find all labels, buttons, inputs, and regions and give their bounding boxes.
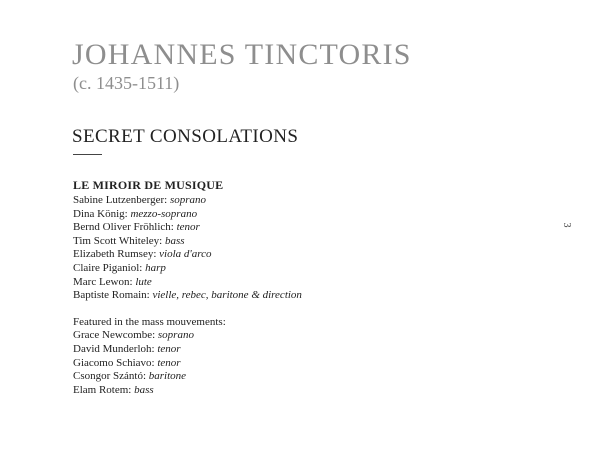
performer-role: mezzo-soprano [130,207,198,220]
performer-name: Tim Scott Whiteley: [73,234,165,247]
performer-line [73,276,543,290]
performer-role: vielle, rebec, baritone & direction [152,289,302,302]
performer-role: lute [135,275,152,288]
credits-block [73,178,543,397]
performer-name: Bernd Oliver Fröhlich: [73,221,177,234]
featured-role: soprano [157,329,194,342]
album-title: SECRET CONSOLATIONS [72,126,299,147]
featured-role: baritone [148,370,187,383]
featured-line [73,357,543,371]
performer-name: Elizabeth Rumsey: [73,248,160,261]
title-divider [73,154,102,155]
performer-name: Marc Lewon: [73,275,136,288]
performer-name: Sabine Lutzenberger: [73,194,170,206]
performer-line [73,221,543,235]
performer-role: soprano [169,194,206,206]
featured-role: tenor [157,342,181,355]
performer-line [73,248,543,262]
performer-line [73,262,543,276]
performer-line [73,208,543,222]
featured-name: David Munderloh: [73,342,158,355]
performer-role: harp [145,261,166,274]
ensemble-name: LE MIROIR DE MUSIQUE [73,178,224,192]
performer-name: Claire Piganiol: [73,261,146,274]
performer-role: tenor [176,221,200,234]
page-number: 3 [561,222,572,228]
section-spacer [73,303,543,316]
featured-name: Giacomo Schiavo: [73,356,158,369]
featured-line [73,329,543,343]
performer-name: Dina König: [73,207,131,220]
featured-role: bass [134,383,154,396]
performer-line [73,289,543,303]
performer-line [73,235,543,249]
featured-line [73,343,543,357]
performer-role: bass [164,234,185,247]
featured-line [73,370,543,384]
performer-line [73,194,543,208]
featured-role: tenor [157,356,181,369]
featured-name: Grace Newcombe: [73,329,158,342]
performer-role: viola d'arco [159,248,212,261]
performer-name: Baptiste Romain: [73,289,153,302]
composer-name: JOHANNES TINCTORIS [72,38,412,71]
featured-name: Csongor Szántó: [73,370,149,383]
composer-dates: (c. 1435-1511) [73,73,180,93]
featured-name: Elam Rotem: [73,383,135,396]
featured-intro: Featured in the mass mouvements: [73,315,226,328]
featured-line [73,384,543,398]
